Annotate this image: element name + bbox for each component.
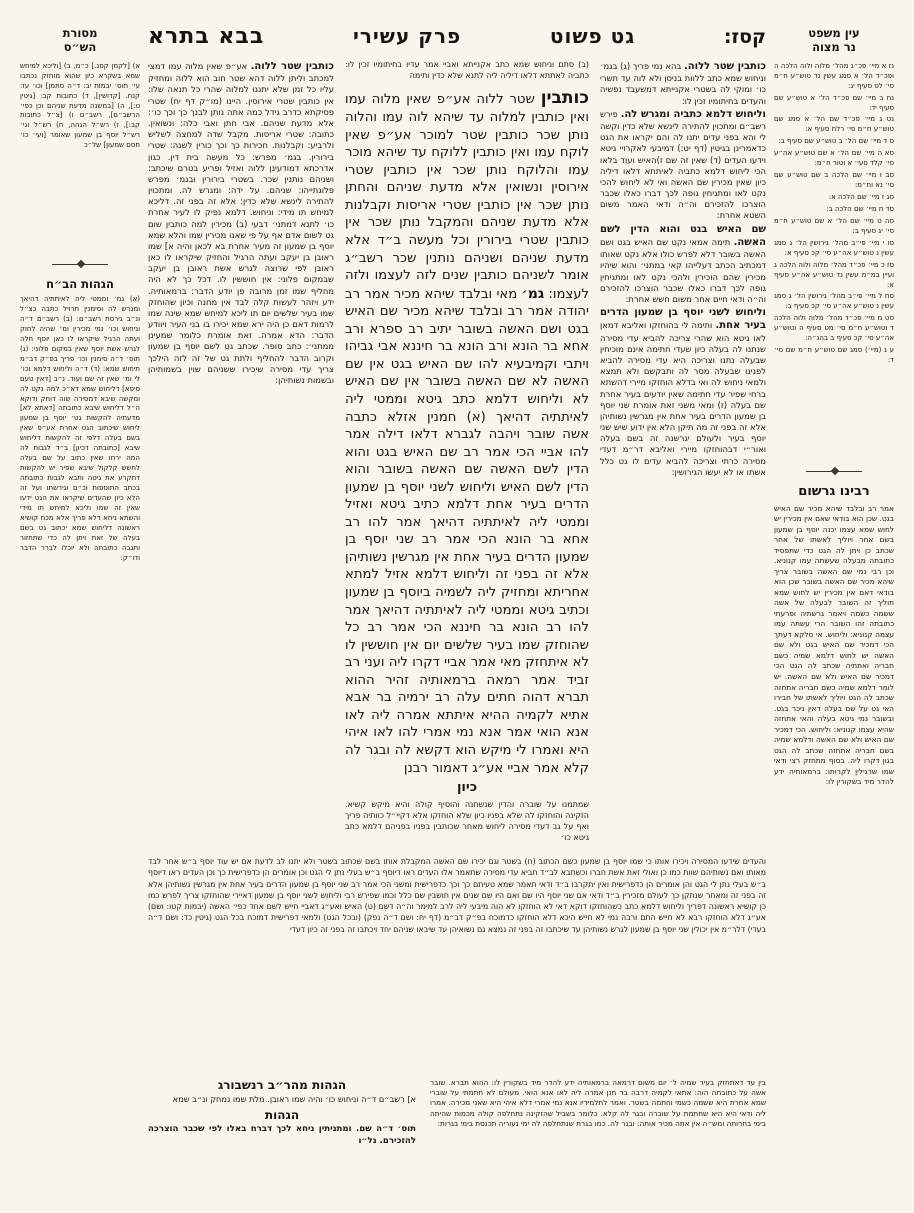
- list-item: סז כ מיי׳ פכ״ד מהל׳ מלוה ולוה הלכה ג ועיין במ״מ עשין נד טוש״ע אה״ע סעיף א:: [774, 260, 894, 289]
- rabbeinu-gershom-title: רבינו גרשום: [798, 483, 870, 499]
- list-item: סח ל מיי׳ פי״ב מהל׳ גירושין הל׳ ג סמג עשין נ טוש״ע אה״ע סי׳ קכ סעיף ב:: [774, 292, 894, 311]
- daf-number: קסז:: [723, 26, 766, 48]
- chapter-name: גט פשוט: [549, 24, 636, 48]
- list-item: ע נ (מיי׳) סמג שם טוש״ע ח״מ שם סי׳ ד:: [774, 346, 894, 365]
- gemara-top-wrap-text: (ב) סתם וניחוש שמא כתב אקנייתא ואביי אמר עדיו בחיתומיו זכין לו: כתביה לאתתא דלאו דיליה ליה לתנא שלא כדין ותימה: [345, 60, 589, 80]
- gemara-text: מאי ובלבד שיהא מכיר אמר רב יהודה אמר רב ובלבד שיהא מכיר שם האיש בגט ושם האשה בשובר יתיב רב ספרא ורב אחא בר הונא ורב הונא בר חיננא אבי גביהו ויתבי וקמיבעיא להו שם האיש בגט אין שם האשה לא שם האשה בשובר אין שם האיש לא וליחוש דלמא כתב גיטא וממטי ליה לאיתתיה דהיאך (א) חמנין אזלא כתבה אשה שובר ויהבה לגברא דלאו דילה אמר להו אביי הכי אמר רב שם האיש בגט והוא הדין לשם האשה שם האשה בשובר והוא הדין לשם האיש וליחוש לשני יוסף בן שמעון הדרים בעיר אחת דלמא כתיב גיטא ואזיל וממטי ליה לאיתתיה דהיאך אמר להו רב אחא בר הונא הכי אמר רב שני יוסף בן שמעון הדרים בעיר אחת אין מגרשין נשותיהן אלא זה בפני זה וליחוש דלמא אזיל למתא אחריתא ומחזיק ליה לשמיה ביוסף בן שמעון וכתיב גיטא וממטי ליה לאיתתיה דהיאך אמר להו רב הונא בר חיננא הכי אמר רב כל שהוחזק שמו בעיר שלשים יום אין חוששין לו לא איתחזק מאי אמר אביי דקרו ליה ועני רב זביד אמר רמאה ברמאותיה זהיר ההוא תברא דהוה חתים עלה רב ירמיה בר אבא אתיא לקמיה ההיא איתתא אמרה ליה לאו אנא הואי אמר אנא נמי אמרי להו לאו איהי היא ואמרו לי מיקש הוא דקשא לה ובגר לה קלא אמר אביי אע״ג דאמור רבנן: [345, 286, 589, 776]
- tosafot-paragraph: [600, 223, 766, 305]
- gemara-bottom-wrap-text: שמתמנו על שוברה והדין שנשתנה והוסיף קולה והיא מיקש קשיא. הזקינה והוחזקו לה שלא בפניו כיון שלא הוחזקו אלא דקיי״ל כוותיה פריך ואף על גב דעדי מסירה ליחוש מאחר שכותבין בפניו בפניהם דלמא כתב גיטא כו׳: [345, 800, 589, 842]
- list-item: נז א מיי׳ פכ״ג מהל׳ מלוה ולוה הלכה ה ופכ״ד הל׳ א סמג עשין נד טוש״ע ח״מ סי׳ לט סעיף יג:: [774, 61, 894, 90]
- hagahot-maharav-entry: א] רשב״ם ד״ה וניחוש כו׳ והיה שמו ראובן. מלת שמו נמחק ונ״ב שמא: [172, 1094, 416, 1104]
- main-text-area: [148, 60, 766, 850]
- ein-mishpat-title-line1: עין משפט: [808, 26, 860, 40]
- hagahot-maharav-title: הגהות מהר״ב רנשבורג: [217, 1078, 347, 1092]
- mesoret-title-line1: מסורת: [62, 26, 98, 40]
- left-margin-column: [20, 26, 140, 1045]
- list-item: סג ז מיי׳ שם הלכה א:: [828, 193, 894, 201]
- right-margin-column: [774, 26, 894, 1064]
- rashbam-paragraph: [148, 60, 334, 386]
- gemara-mark: גמ׳: [521, 285, 545, 302]
- margin-divider-ornament: [52, 264, 108, 270]
- list-item: סה ט מיי׳ שם הל׳ א שם טוש״ע ח״מ סי׳ יג סעיף ב:: [774, 216, 894, 235]
- mishnah-initial-word: כותבין: [540, 87, 589, 108]
- rashbam-catchword: כותבין שטר ללוה.: [250, 61, 334, 72]
- rabbeinu-gershom-text: אמר רב ובלבד שיהא מכיר שם האיש בגט. שכן הוא בודאי שאם אין מכירין יש לחוש שמא עצמו יכנה יוסף בן שמעון בשם אחר ויוליך לאשתו של אחר שכתב כן ויתן לה הגט כדי שתפסיד כתובתה מבעלה שעשתה עמו קנוניא. וכן רבי נמי שם האשה בשובר צריך שיהא מכיר שם האשה בשובר שכן הוא בודאי דאם אין מכירין יש לחוש שמא תוליך זה השובר לבעלה של אשה ששמה כשמה ויאמר גרשתיה ופרעתי כתובתה זהו השובר הרי עשתה עמו עצמה קנוניא: וליחוש. אי סלקא דעתך הכי דמכיר שם האיש בגט ולא שם האשה יש לחוש דלמא שמיה כשם חבריה ואתתיה שכתב לה הגט הכי דמכיר שם האיש ולא שם האשה. יש לומר דלמא שמיה כשם חבריה אתחזה שכתב לה הגט ויוליך לאשתו של חבירו האי גט על שם בעלה דאין ניכר בגט. ובשובר נמי גיטא בעלה והאי אתחזה שהיא עצמו קנוניא: וליחוש. הכי דמכיר שם האיש ולא שם האשה ודלמא שמיה בשם חבריה אתחזה שכתב לה הגט בגון דקרו ליה. בסוף מתחזק רצי ודאי שמו שרגילין לקרותו: ברמאותיה ידע להדר מיד בשקורין לו:: [774, 503, 894, 787]
- mesoret-hashas-title: [20, 26, 140, 55]
- tosafot-paragraph: [600, 108, 766, 222]
- page-header: [148, 24, 766, 58]
- list-item: נט ג מיי׳ פכ״ד שם הל׳ א סמג שם טוש״ע ח״מ סי׳ רלח סעיף א:: [774, 115, 894, 134]
- list-item: סו י מיי׳ פי״ב מהל׳ גירושין הל׳ ג סמג עשין נ טוש״ע אה״ע סי׳ קכ סעיף א:: [774, 238, 894, 257]
- ein-mishpat-title-line2: נר מצוה: [812, 40, 856, 55]
- hagahot-box: [148, 1078, 416, 1188]
- margin-divider-ornament: [806, 471, 862, 477]
- ein-mishpat-entries: [774, 62, 894, 464]
- list-item: ס ד מיי׳ שם הל׳ ב טוש״ע שם סעיף ב:: [778, 137, 894, 146]
- hagahot-habach-text: (א) גמ׳ וממטי ליה לאיתתיה דהיאך ומגרש לה וסימנין תרויל כתבה כצ״ל ונ״ב גירסת רשב״ם: (ב) רשב״ם ד״ה וניחוש וכו׳ נמי מכירין ומ׳ שהיה לחוק ועתה הרגיל שיקראו לו כאן יוסף חלה לגרש אשת יוסף שאין במקום פלוני: (ג) תוס׳ ד״ה סימנין וכו׳ פריך בפ״ק דב״מ תיחוש שמא: (ד) ד״ה וליחוש דלמא וכו׳ לי ומ׳ שאין זה שם ועוד. נ״ב [דאין טעם סיפא] דליחוש שמא דא״כ למה נקט לה ומקשה שיבא דמסירה שוה דוחק ודוקא ה״ל דליחוש שיבא כתובתה [דאתא לא] מדעתיה להקשות גט׳ יוסף בן שמעון ליחוש שיכתוב הגט אחרת אע״פ שאין בשם בעלה דלפי זה להקשות דליחוש שיבא [כתובתה דכיון] ב״ד לגבות לה המה ירחו שאין כתוב על שם בעלה לחשש קלקול שיבא שפיר יש להקשות דתקרע את גיטה ותבא לגבות כתובתה בכתב התוספות וכ״ם וגירשתו ועל זה הלא כיון שהעדים שיקראו את הגט ידעו שאין זה שמו וליכא למיחש תו מידי והשתא ניחא דלא פריך אלא מכח קושיא ראשונה דליחוש שמא יכתוב גט בשם בעלה של זאת ויתן לה כדי שתחזור ותגבה כתובתה ולא יוכלו לברר הדבר ודו״ק:: [20, 295, 140, 562]
- mesoret-hashas-text: א) [לקמן קסג.] כ״מ, ב) [וליכא למיחש שמא בשקרא כיון שהוא מוחזק נכתבו עי׳ תוס׳ יבמות יב: ד״ה סתמן] וכו׳ עז: קנח. [קדושין], ד) כתובות קב: [גיטין ט:], ה) [במשנה מדעת שניהם וכן כפי׳ הרשב״ם], רשב״ם ו) [צ״ל כתובות קב:], ז) רש״ל הגהה, ח) רש״ל וגי׳ רש״ל יוסף בן שמעון שאומר [ועי׳ כו׳ חסם שמעון] של״כ: [20, 61, 140, 150]
- list-item: סא ה מיי׳ שם הל׳ א שם טוש״ע אה״ע סי׳ קלד סעי׳ א וטור ח״מ:: [774, 149, 894, 168]
- list-item: סד ח מיי׳ שם הלכה ב:: [826, 204, 894, 213]
- tosafot-text: בהא נמי פריך (ג) בגמ׳ וניחוש שמא כתב ללוות בניסן ולא לוה עד תשרי כו׳ ומוקי לה בשטרי אקנייתא דמשעבד נפשיה והעדים בחיתומיו זכין לו:: [600, 61, 766, 106]
- list-item: נח ב מיי׳ שם פכ״ד הל׳ א טוש״ע שם סעיף יד:: [774, 93, 894, 112]
- rashbam-column: [148, 60, 334, 850]
- hagahot-title: הגהות: [264, 1108, 300, 1123]
- tosafot-catchword: שם האיש בגט והוא הדין לשם האשה.: [600, 223, 766, 248]
- mishnah-text: שטר ללוה אע״פ שאין מלוה עמו ואין כותבין למלוה עד שיהא לוה עמו והלוה נותן שכר כותבין שטר למוכר אע״פ שאין לוקח עמו ואין כותבין ללוקח עד שיהא מוכר עמו והלוקח נותן שכר אין כותבין שטרי אירוסין ונשואין אלא מדעת שניהם והחתן נותן שכר אין כותבין שטרי אריסות וקבלנות אלא מדעת שניהם והמקבל נותן שכר אין כותבין שטרי בירורין וכל מעשה ב״ד אלא מדעת שניהם ושניהם נותנין שכר רשב״ג אומר לשניהם כותבין שנים לזה לעצמו ולזה לעצמו:: [345, 91, 589, 302]
- tosafot-paragraph: [600, 60, 766, 107]
- tosafot-catchword: וליחוש לשני יוסף בן שמעון הדרים בעיר אחת.: [600, 307, 766, 332]
- tosafot-text: תימה אמאי נקט שם האיש בגט ושם האשה בשובר דלא לפרש כולו אלא נקט שאותו דמכתיב הכתב דעלייהו קאי במתני׳ והוא שיהיו מכירין שהם הוכירין ולהכי נקט לאו ומתגיחין גופה לכך דברו כאלו שכבר הוצרכו להזכירם וה״ה ודאי חיים אחר משום חשש אחרת:: [600, 236, 766, 304]
- tosafot-catchword: כותבין שטר ללוה.: [684, 61, 766, 72]
- tosafot-wide-continuation: והעדים שידעו המסירה ויכירו אותו כי שמו יוסף בן שמעון כשם הכתוב (ח) בשטר וגם יכירו שם האשה המקבלת אותו בשם שכתוב בשטר ולא יתנו לב לדעת אם יש עוד יוסף ב״ש אחר לבד מאותו ואם נשותיהם שוות כמו כן ואולי זאת אשת חברו וכשתבא לב״ד תביא עדי מסירה שתאמר אלו העדים ראו דיוסף ב״ש בעלי נתן לי הגט וכן אומרים הן כדפרישית כך וכן העדים ראו דיוסף ב״ש בעלי נתן לי הגט והן אומרים הן כדפרישית ואין יתקרבו ב״ד ודאי תאמר שמא טעיתם כך וכך כדפרישית ומשני הכי אמר רב שני יוסף בן שמעון הדרים בעיר אחת אין מגרשין נשותיהן אלא זה בפני זה ומאחר שנתקן כך לעולם מזכירין ב״ד ודאי אם שני יוסף היו שם ואם היו שם שנים אין חושבין שם כלל וכמו שפירש רבי וליחוש לשני יוסף בן שמעון דאיירי שהוחזקו צריך לפרש כמו כן קושיא ראשונה דפריך וליחוש דלמא כתב כשהוחזקו דוקא דאי לא הוחזקו לא הוה מיבעי ליה לרב למימר וה״ה דשם (ט) האיש ואע״ג דאביי חייש לשם אחד כפי׳ האשה (יבמות קטו: ושם) אע״ג דלא הוחזקו רבא לא חייש התם ורבה נמי לא חייש היכא דלא הוחזקו כדמוכח בפ״ק דב״מ (דף יח: ושם ד״ה נפק) (ובכל הגט) ולמאי דפרישית דמוכח בכל הגט (גיטין כד: ושם ד״ה בעדי) דלר״מ אין יכולין שני יוסף בן שמעון לגרש נשותיהן עד שיכתבו זה בפני זה נמצא גם נשואיהן עד שיבאו שניהם יחד ויכתבו זה בפני זה כיון דעדי: [148, 857, 766, 934]
- hagahot-entry: תוס׳ ד״ה שם. ומתניתין ניחא לכך דברח באלו לפי שכבר הוצרכה להזכירם. נל״ו: [148, 1124, 416, 1146]
- hagahot-habach-title: הגהות הב״ח: [46, 276, 114, 291]
- perek-title: פרק עשירי: [352, 24, 462, 48]
- rabbeinu-gershom-ending: בין עד דאתחזק בעיר שמיה ל׳ יום משום דרמאה ברמאותיה ידע להדר מיד בשקורין לו: ההוא תברא. שובר אשה על כתובתה הוה: אתאי לקמיה דרבה בר חנן אמרה ליה לאו אנא הואי. מעולם לא חתמתי על שוברי שמא אחרת היא ששמה כשמי וחתמה בשטר. ואמר לתלמידיו אנא נמי אמרי דלא איהי היא שאני מכירה. אמרו ליה ודאי היא היא שחתמת על שוברה ובגר לה קלא. כלומר בשביל שהזקינה נתחלפה קולה מכמות שהיתה בימי בחרותה ומש״ה אין אתה מכיר אותה: ובגר לה. כמו בגרת שנתחלפה לה ימי נעוריה תכנסת בימי בגרות:: [430, 1078, 766, 1128]
- tosafot-column: [600, 60, 766, 850]
- tosafot-text: פירש רשב״ם ומתכוין להתירה לינשא שלא כדין וקשה לי והא בפני עדים יתנו לה והם יקראו את הגט כדאמרינן בגיטין (דף יט:) דמיבעי לאקרויי גיטא וידעו העדים (ד) שאין זה שם ז)האיש ועוד בלאו הכי ליחוש דלמא כתביה לאיתתא דלאו דיליה כיון שאין מכירין שם האשה ואי לא ליחוש להכי נקט לאו ומתגיחין גופה לכך דברו כאלו שכבר הוצרכו להזכירם וה״ה ודאי האמר משום השטא אחרת:: [600, 108, 766, 221]
- gemara-column: [345, 60, 589, 850]
- list-item: סט מ מיי׳ פכ״ד מהל׳ מלוה ולוה הלכה ד וטוש״ע ח״מ סי׳ מט סעיף ה וטוש״ע אה״ע סי׳ קכ סעיף ב בהג״ה:: [774, 314, 894, 343]
- mesoret-title-line2: הש״ס: [63, 40, 97, 55]
- page-catchword: כיון: [456, 780, 478, 796]
- bottom-notes-row: [148, 1078, 766, 1188]
- tosafot-paragraph: [600, 306, 766, 478]
- masechet-title: בבא בתרא: [148, 24, 265, 49]
- list-item: סב ו מיי׳ שם הלכה ב שם טוש״ע שם סי׳ נא וח״מ:: [774, 171, 894, 190]
- rashbam-text: אע״פ שאין מלוה עמו דמצי למכתב וליתן ללוה דהא שטר חוב הוא ללוה ומחזיק עליו כל זמן שלא יתננו למלוה שהרי כל תנאה שלו: אין כותבין שטרי אירוסין. היינו (מו״ק דף יח) שטרי פסיקתא כדרב גידל כמה אתה נותן לבנך כך וכך כו׳: אלא מדעת שניהם. אבי חתן ואבי כלה: ונשואין. כתובה: שטרי אריסות. מקבל שדה למחצה לשליש ולרביע: וקבלנות. חכירות כך וכך כורין לשנה: שטרי בירורין. בגמ׳ מפרש: כל מעשה בית דין. כגון אדרכתא דמודעינן ללוה ואזיל ופריע בטרם שיכתב: ושניהם נותנין שכר. בשטרי בירורין ובגמ׳ מפרש פלוגתייהו: שניהם. על ידה: ומגרש לה. ומתכוין להתירה לינשא שלא כדין: אלא זה בפני זה. דליכא למיחש תו מידי: וניחוש. דלמא נפיק לו לעיר אחרת כו׳ לתנא דמתני׳ דבעי (ב) מכירין למה כותבין שום גט לשום אדם אף על פי שאנו מכירין שמו והלא שמא יוסף בן שמעון זה מעיר אחרת בא לכאן והיה א] שמו ראובן בן יעקב ועתה הרגיל והחזיק שיקראו לו כאן ראובן לפי שרוצה לגרש אשת ראובן בן יעקב שבמקום פלוני: אין חוששין לו. דכל כך לא היה מחליף שמו זמן מרובה פן יודע הדבר: ברמאותיה. ידע ויזהר לעשות קלה לבד אין מחנה וכיון שהוחזק שמו בעיר שלשים יום תו ליכא למיחש שמא שינה שמו לרמות דאם כן היה ירא שמא יכירו בו בני העיר ויוודע הדבר: הדא אמרה. זאת אומרת כלומר שמעינן ממתני׳: כתב סופר. שכתב גט לשם יוסף בן שמעון וקרוב הדבר להחליף ולתת גט של זה לזה הילכך צריך עדי מסירה שיכירו ששניהם שוין בשמותיהן ובשמות נשותיהן:: [148, 61, 334, 385]
- tosafot-text: ותימה לי בהוחזקו ואליבא דמאן לאו גיטא הוא שהרי צריכה להביא עדי מסירה שנתנו לה בעלה כיון שעדי חתימה אינם מוכיחין שבעלה נתנו וצריכה היא עדי מסירה להביא לפנינו שבעלה מסר לה ותבקשם ולא תמצא ולמאי ניחוש לה ואי בדלא הוחזקו מיירי דהשתא ברחי שפיר עדי חתימה שאין יודעים בעיר אחרת שם בעלה (ז) ומאי משני זאת אומרת שני יוסף בן שמעון הדרים בעיר אחת אין מגרשין נשותיהן אלא זה בפני זה מה תיקן הלא אין ידוע שיש שני יוסף בעיר ולעולם יגרשנה זה בשם בעלה ואור״י דבהוחזקו מיירי ואליבא דר״מ דעדי מסירה כרתי וצריכה להביא עדים לו גט כלל אשתו או לא יעשו הגירושין:: [600, 320, 766, 477]
- tosafot-catchword: וליחוש דלמא כתביה ומגרש לה.: [620, 108, 766, 120]
- ein-mishpat-title: [774, 26, 894, 55]
